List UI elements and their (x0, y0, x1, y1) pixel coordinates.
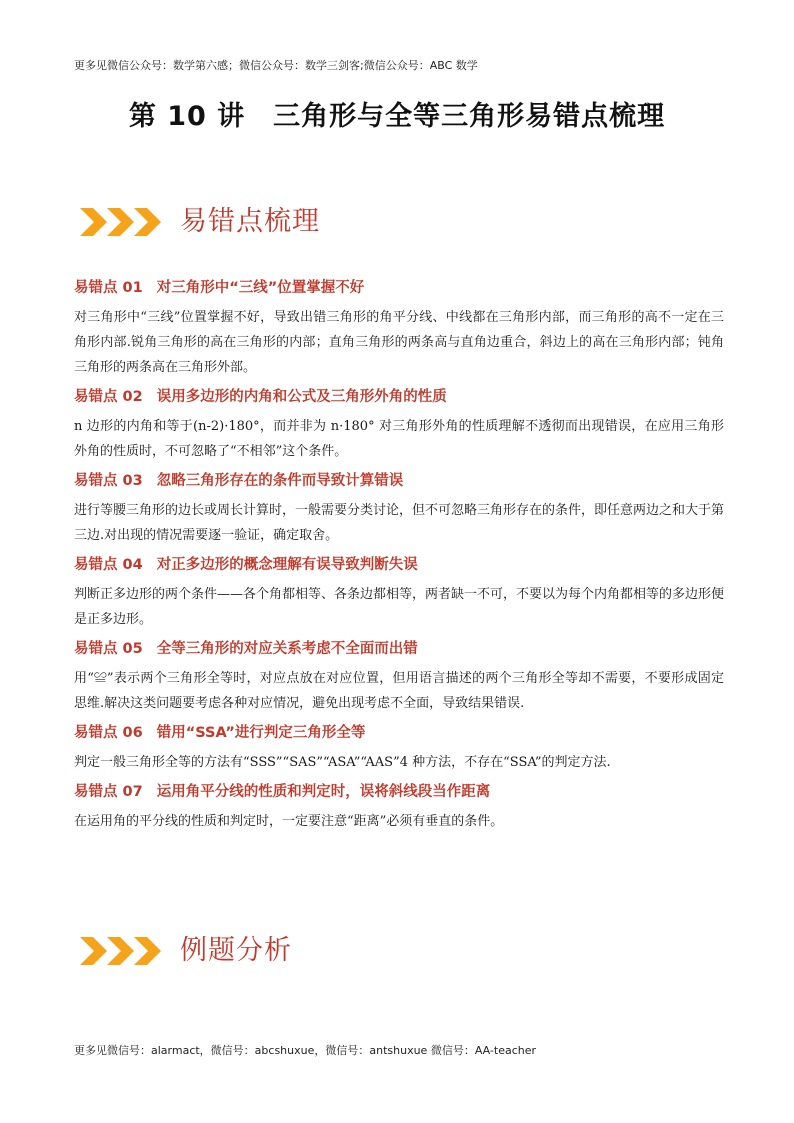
error-heading (74, 554, 724, 576)
error-description: 在运用角的平分线的性质和判定时，一定要注意“距离”必须有垂直的条件。 (74, 814, 504, 829)
section-header-errors (80, 200, 320, 244)
error-title: 运用角平分线的性质和判定时，误将斜线段当作距离 (156, 784, 491, 800)
error-heading (74, 638, 724, 660)
error-title: 误用多边形的内角和公式及三角形外角的性质 (156, 389, 447, 405)
error-title: 错用“SSA”进行判定三角形全等 (156, 725, 366, 741)
chevron-arrows-icon (80, 204, 162, 240)
error-list (74, 277, 724, 840)
footer-note: 更多见微信号：alarmact，微信号：abcshuxue，微信号：antshuxue 微信号：AA-teacher (74, 1044, 537, 1057)
error-number: 易错点 01 (74, 280, 143, 296)
error-title: 对三角形中“三线”位置掌握不好 (156, 280, 365, 296)
error-description: 进行等腰三角形的边长或周长计算时，一般需要分类讨论，但不可忽略三角形存在的条件，即任意两边之和大于第三边.对出现的情况需要逐一验证，确定取舍。 (74, 503, 725, 543)
error-title: 忽略三角形存在的条件而导致计算错误 (156, 473, 404, 489)
error-item (74, 277, 724, 380)
error-title: 全等三角形的对应关系考虑不全面而出错 (156, 641, 418, 657)
page-title: 第 10 讲 三角形与全等三角形易错点梳理 (128, 101, 666, 132)
error-item (74, 781, 724, 834)
error-heading (74, 277, 724, 299)
section-header-examples (80, 929, 292, 973)
error-heading (74, 722, 724, 744)
error-number: 易错点 07 (74, 784, 143, 800)
error-item (74, 554, 724, 632)
error-description: 用“≌”表示两个三角形全等时，对应点放在对应位置，但用语言描述的两个三角形全等却不需要，不要形成固定思维.解决这类问题要考虑各种对应情况，避免出现考虑不全面，导致结果错误. (74, 671, 724, 711)
error-description: 对三角形中“三线”位置掌握不好，导致出错三角形的角平分线、中线都在三角形内部，而三角形的高不一定在三角形内部.锐角三角形的高在三角形的内部；直角三角形的两条高与直角边重合，斜边上的高在三角形内部；钝角三角形的两条高在三角形外部。 (74, 310, 724, 375)
error-number: 易错点 02 (74, 389, 143, 405)
error-heading (74, 781, 724, 803)
error-description: 判定一般三角形全等的方法有“SSS”“SAS”“ASA”“AAS”4 种方法，不存在“SSA”的判定方法. (74, 755, 611, 770)
error-number: 易错点 03 (74, 473, 143, 489)
error-number: 易错点 04 (74, 557, 143, 573)
error-heading (74, 386, 724, 408)
error-item (74, 722, 724, 775)
header-note: 更多见微信公众号：数学第六感；微信公众号：数学三剑客;微信公众号：ABC 数学 (74, 59, 478, 72)
section-title: 例题分析 (180, 935, 292, 966)
section-title: 易错点梳理 (180, 206, 320, 237)
error-number: 易错点 05 (74, 641, 143, 657)
error-item (74, 638, 724, 716)
error-number: 易错点 06 (74, 725, 143, 741)
error-description: 判断正多边形的两个条件——各个角都相等、各条边都相等，两者缺一不可，不要以为每个内角都相等的多边形便是正多边形。 (74, 587, 725, 627)
error-description: n 边形的内角和等于(n-2)·180°，而并非为 n·180° 对三角形外角的性质理解不透彻而出现错误，在应用三角形外角的性质时，不可忽略了“不相邻”这个条件。 (74, 419, 724, 459)
error-title: 对正多边形的概念理解有误导致判断失误 (156, 557, 418, 573)
error-heading (74, 470, 724, 492)
error-item (74, 470, 724, 548)
chevron-arrows-icon (80, 933, 162, 969)
error-item (74, 386, 724, 464)
